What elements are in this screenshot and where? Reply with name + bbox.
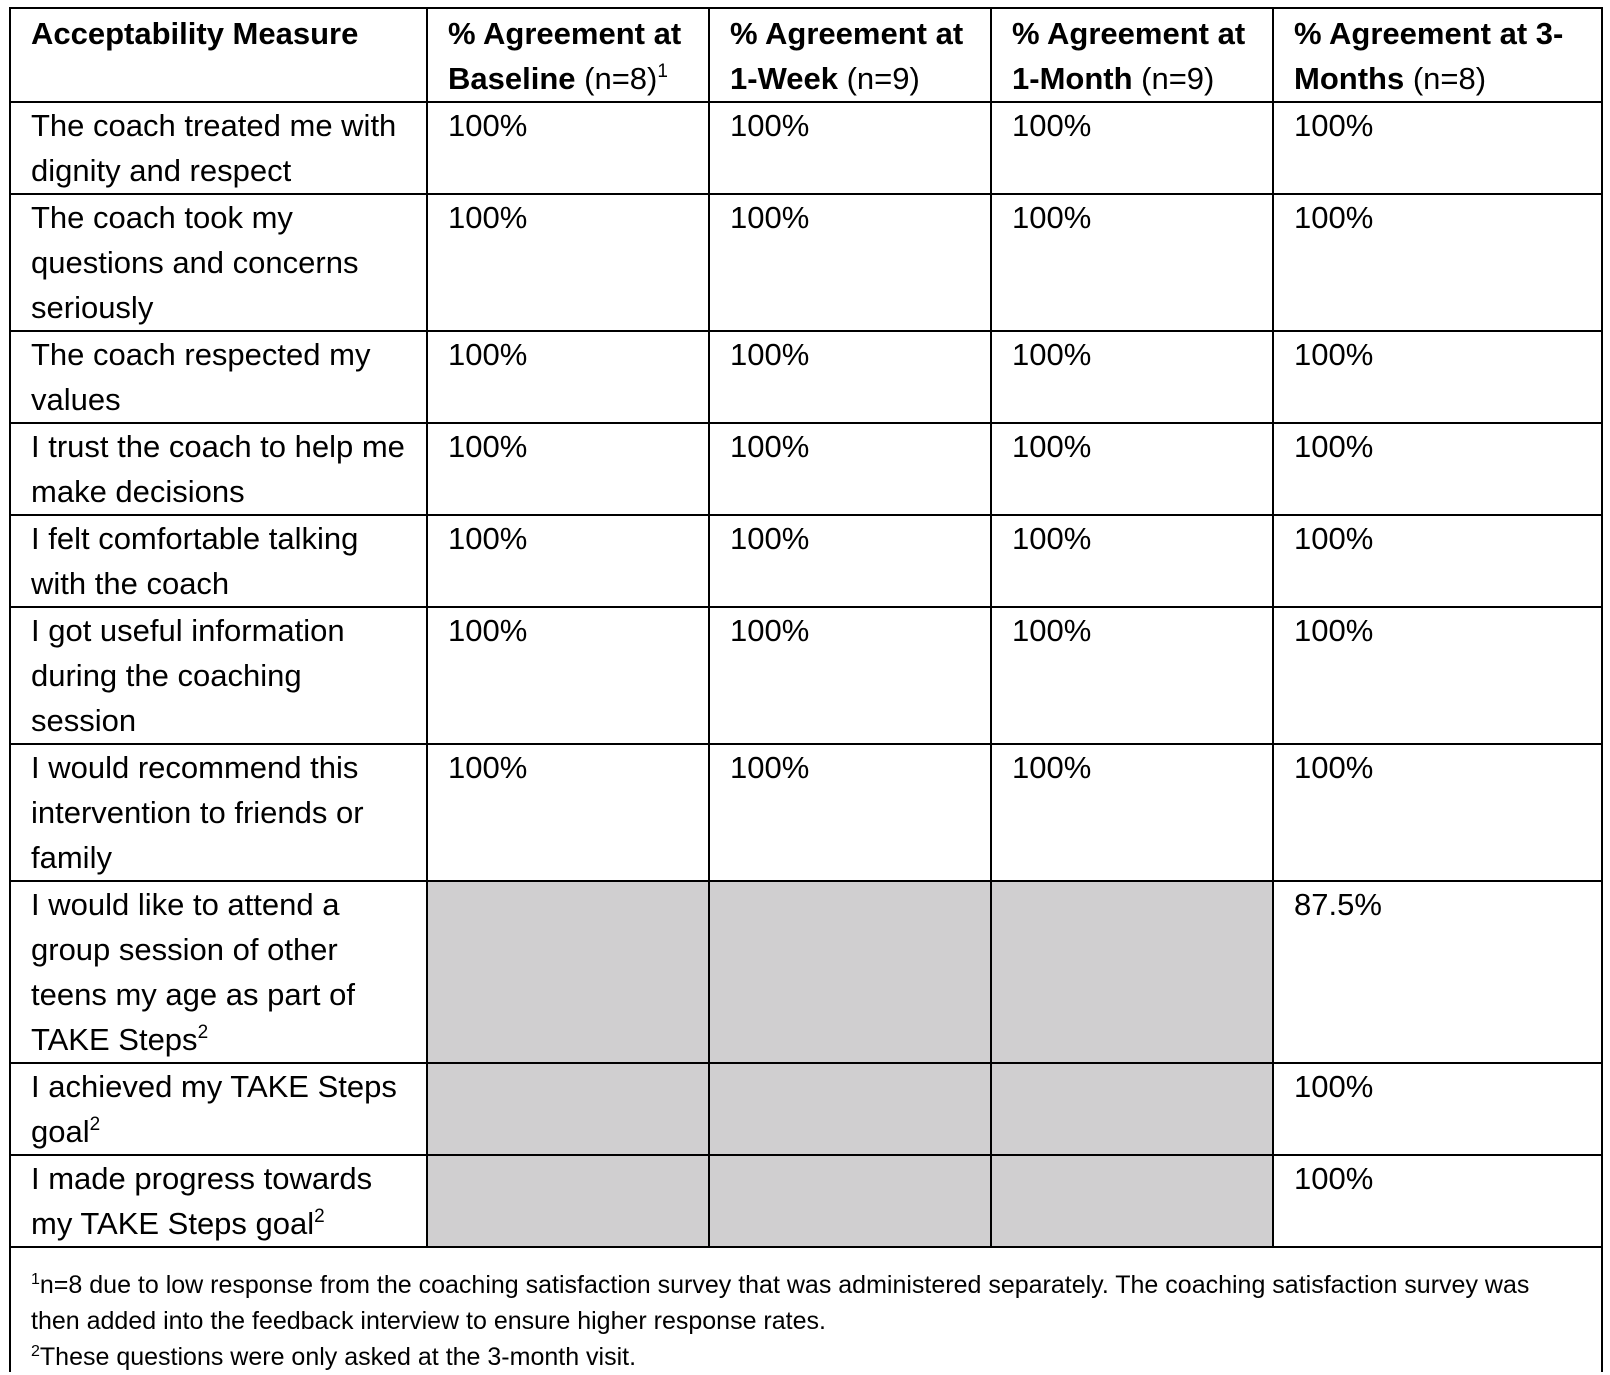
agreement-value: 100% — [1294, 750, 1374, 785]
footnote-2 — [31, 1339, 1581, 1375]
measure-cell — [11, 1155, 427, 1247]
agreement-value: 100% — [1012, 108, 1092, 143]
agreement-value-cell — [709, 102, 991, 194]
empty-shaded-cell — [709, 881, 991, 1063]
footnote-text: These questions were only asked at the 3-month visit. — [39, 1343, 637, 1371]
agreement-value: 100% — [1012, 750, 1092, 785]
header-sample-size: (n=9) — [1132, 61, 1215, 96]
agreement-value: 100% — [1012, 337, 1092, 372]
table-row — [11, 1155, 1601, 1247]
measure-text: The coach took my questions and concerns seriously — [31, 200, 359, 325]
measure-cell — [11, 423, 427, 515]
agreement-value: 100% — [1294, 200, 1374, 235]
measure-text: I got useful information during the coaching session — [31, 613, 345, 738]
agreement-value: 100% — [1294, 1161, 1374, 1196]
footnote-marker: 2 — [314, 1206, 325, 1227]
agreement-value-cell — [1273, 1155, 1601, 1247]
agreement-value: 87.5% — [1294, 887, 1382, 922]
agreement-value-cell — [427, 102, 709, 194]
header-agreement-3 — [991, 9, 1273, 102]
agreement-value: 100% — [730, 521, 810, 556]
measure-text: The coach respected my values — [31, 337, 371, 417]
agreement-value-cell — [709, 515, 991, 607]
measure-cell — [11, 881, 427, 1063]
measure-cell — [11, 744, 427, 881]
header-sample-size: (n=8) — [1404, 61, 1487, 96]
empty-shaded-cell — [709, 1063, 991, 1155]
footnote-marker: 2 — [89, 1114, 101, 1135]
agreement-value-cell — [1273, 194, 1601, 331]
agreement-value-cell — [427, 423, 709, 515]
measure-cell — [11, 194, 427, 331]
document-page — [9, 7, 1603, 1372]
agreement-value: 100% — [448, 337, 528, 372]
measure-text: I would like to attend a group session of other teens my age as part of TAKE Steps — [31, 887, 355, 1057]
agreement-value: 100% — [730, 750, 810, 785]
header-sample-size: (n=8) — [575, 61, 658, 96]
agreement-value-cell — [427, 194, 709, 331]
agreement-value-cell — [709, 607, 991, 744]
footnote-marker: 1 — [657, 61, 668, 82]
header-title: % Agreement at 1-Week — [730, 16, 964, 96]
agreement-value-cell — [991, 194, 1273, 331]
measure-cell — [11, 515, 427, 607]
agreement-value: 100% — [448, 521, 528, 556]
agreement-value: 100% — [448, 108, 528, 143]
agreement-value: 100% — [1294, 429, 1374, 464]
agreement-value: 100% — [730, 613, 810, 648]
empty-shaded-cell — [991, 1063, 1273, 1155]
empty-shaded-cell — [709, 1155, 991, 1247]
empty-shaded-cell — [991, 881, 1273, 1063]
agreement-value: 100% — [1012, 613, 1092, 648]
agreement-value: 100% — [730, 429, 810, 464]
agreement-value-cell — [1273, 515, 1601, 607]
agreement-value: 100% — [730, 200, 810, 235]
agreement-value-cell — [1273, 331, 1601, 423]
header-row — [11, 9, 1601, 102]
header-title: Acceptability Measure — [31, 16, 359, 51]
empty-shaded-cell — [427, 881, 709, 1063]
agreement-value-cell — [709, 423, 991, 515]
agreement-value-cell — [991, 515, 1273, 607]
header-title: % Agreement at 3-Months — [1294, 16, 1564, 96]
agreement-value-cell — [991, 744, 1273, 881]
agreement-value-cell — [427, 515, 709, 607]
agreement-value-cell — [427, 744, 709, 881]
table-body — [11, 102, 1601, 1247]
header-title: % Agreement at Baseline — [448, 16, 682, 96]
agreement-value: 100% — [448, 429, 528, 464]
agreement-value: 100% — [1294, 108, 1374, 143]
agreement-value: 100% — [1012, 521, 1092, 556]
measure-text: I felt comfortable talking with the coach — [31, 521, 359, 601]
agreement-value-cell — [709, 744, 991, 881]
agreement-value: 100% — [1294, 521, 1374, 556]
header-measure — [11, 9, 427, 102]
measure-cell — [11, 102, 427, 194]
measure-cell — [11, 331, 427, 423]
agreement-value-cell — [991, 607, 1273, 744]
agreement-value: 100% — [730, 337, 810, 372]
agreement-value-cell — [1273, 744, 1601, 881]
agreement-value: 100% — [448, 200, 528, 235]
header-sample-size: (n=9) — [838, 61, 920, 96]
empty-shaded-cell — [991, 1155, 1273, 1247]
footnote-text: n=8 due to low response from the coaching satisfaction survey that was administered separately. The coaching satisfaction survey was then added into the feedback interview to ensure higher response rates. — [31, 1271, 1530, 1335]
measure-text: I trust the coach to help me make decisions — [31, 429, 405, 509]
table-row — [11, 744, 1601, 881]
table-row — [11, 194, 1601, 331]
empty-shaded-cell — [427, 1063, 709, 1155]
agreement-value: 100% — [1012, 200, 1092, 235]
agreement-value-cell — [1273, 102, 1601, 194]
table-row — [11, 1063, 1601, 1155]
table-row — [11, 607, 1601, 744]
header-agreement-4 — [1273, 9, 1601, 102]
header-agreement-2 — [709, 9, 991, 102]
measure-text: I made progress towards my TAKE Steps goal — [31, 1161, 373, 1241]
agreement-value: 100% — [1294, 613, 1374, 648]
footnote-marker: 2 — [197, 1022, 209, 1043]
table-row — [11, 881, 1601, 1063]
agreement-value: 100% — [448, 613, 528, 648]
agreement-value-cell — [991, 102, 1273, 194]
agreement-value-cell — [1273, 1063, 1601, 1155]
agreement-value-cell — [991, 331, 1273, 423]
measure-text: I achieved my TAKE Steps goal — [31, 1069, 397, 1149]
agreement-value: 100% — [1294, 337, 1374, 372]
measure-text: The coach treated me with dignity and respect — [31, 108, 397, 188]
agreement-value-cell — [709, 194, 991, 331]
footnote-number: 2 — [31, 1343, 40, 1360]
agreement-value: 100% — [1012, 429, 1092, 464]
agreement-value-cell — [1273, 607, 1601, 744]
agreement-value: 100% — [1294, 1069, 1374, 1104]
agreement-value: 100% — [448, 750, 528, 785]
agreement-value-cell — [1273, 423, 1601, 515]
agreement-value: 100% — [730, 108, 810, 143]
header-title: % Agreement at 1-Month — [1012, 16, 1246, 96]
table-row — [11, 423, 1601, 515]
footnote-number: 1 — [31, 1271, 40, 1288]
agreement-value-cell — [427, 331, 709, 423]
header-agreement-1 — [427, 9, 709, 102]
acceptability-table — [11, 9, 1601, 1248]
footnotes — [11, 1265, 1601, 1375]
agreement-value-cell — [991, 423, 1273, 515]
footnote-1 — [31, 1267, 1581, 1339]
measure-cell — [11, 607, 427, 744]
table-row — [11, 331, 1601, 423]
table-row — [11, 102, 1601, 194]
agreement-value-cell — [709, 331, 991, 423]
agreement-value-cell — [427, 607, 709, 744]
empty-shaded-cell — [427, 1155, 709, 1247]
measure-cell — [11, 1063, 427, 1155]
agreement-value-cell — [1273, 881, 1601, 1063]
measure-text: I would recommend this intervention to friends or family — [31, 750, 364, 875]
table-row — [11, 515, 1601, 607]
